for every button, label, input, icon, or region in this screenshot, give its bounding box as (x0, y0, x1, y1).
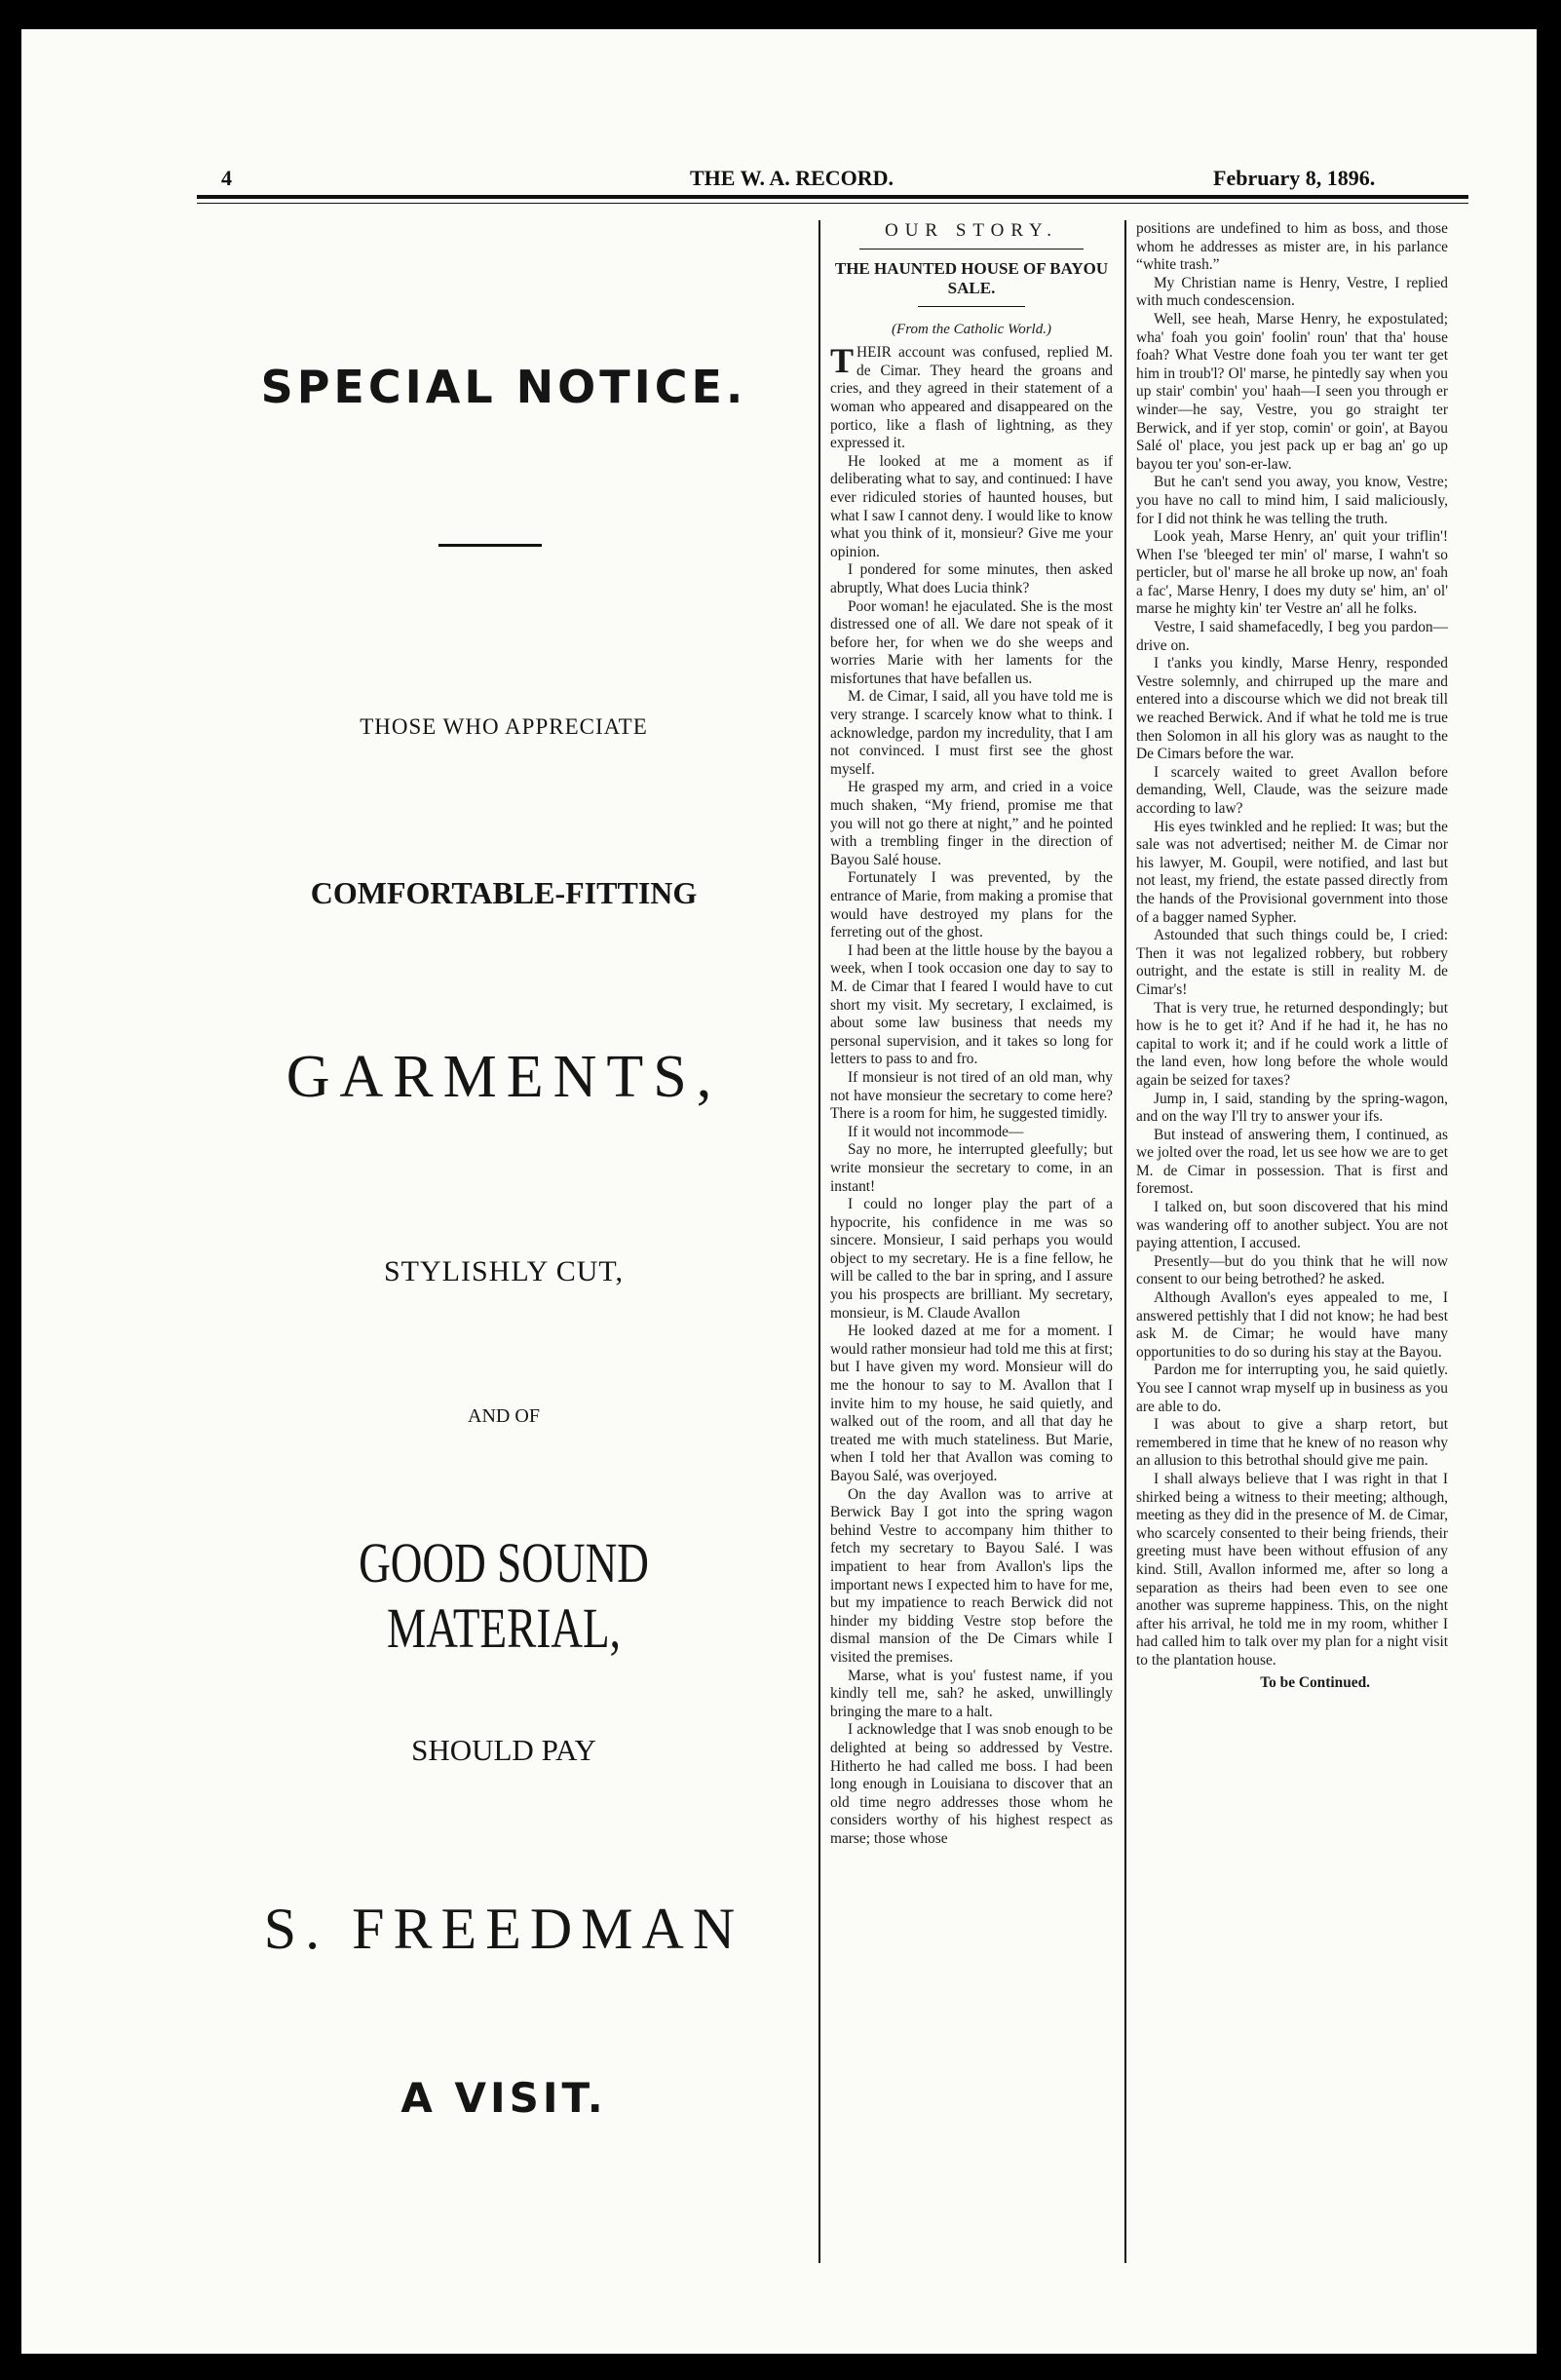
story-paragraph: Fortunately I was prevented, by the entrance of Marie, from making a promise that would have destroyed my plans for the ferreting out of the ghost. (830, 869, 1113, 941)
newspaper-page (21, 29, 1537, 2354)
story-paragraph: I scarcely waited to greet Avallon before demanding, Well, Claude, was the seizure made according to law? (1136, 763, 1448, 817)
ad-line-garments: GARMENTS, (286, 1044, 722, 1110)
story-paragraph: He looked at me a moment as if deliberating what to say, and continued: I have ever ridiculed stories of haunted houses, but what I saw I cannot deny. I would like to know what you think of it, monsieur? Give me your opinion. (830, 452, 1113, 560)
ad-heading: SPECIAL NOTICE. (260, 361, 747, 413)
story-column-1 (830, 220, 1113, 1848)
story-paragraph: But he can't send you away, you know, Vestre; you have no call to mind him, I said maliciously, for I did not think he was telling the truth. (1136, 474, 1448, 527)
story-source: (From the Catholic World.) (892, 321, 1051, 337)
column-rule-left (819, 220, 820, 2263)
story-paragraph: I t'anks you kindly, Marse Henry, responded Vestre solemnly, and chirruped up the mare and entered into a discourse which we did not break till we reached Berwick. And if what he told me is true then Solomon in all his glory was as naught to the De Cimars before the war. (1136, 655, 1448, 763)
ad-divider (438, 544, 542, 547)
story-paragraph: Although Avallon's eyes appealed to me, I answered pettishly that I did not know; he had best ask M. de Cimar; he would have many opportunities to do so during his stay at the Bayou. (1136, 1289, 1448, 1361)
story-paragraph: My Christian name is Henry, Vestre, I replied with much condescension. (1136, 274, 1448, 310)
ad-line-and-of: AND OF (468, 1405, 540, 1427)
story-paragraph: If it would not incommode— (848, 1123, 1024, 1140)
ad-line-should-pay: SHOULD PAY (411, 1733, 596, 1767)
story-paragraph: Vestre, I said shamefacedly, I beg you pardon—drive on. (1136, 619, 1448, 654)
story-paragraph: I had been at the little house by the bayou a week, when I took occasion one day to say to M. de Cimar that I feared I would have to cut short my visit. My secretary, I exclaimed, is about some law business that needs my personal supervision, and it takes so long for letters to pass to and fro. (830, 941, 1113, 1068)
issue-date: February 8, 1896. (1213, 166, 1376, 190)
ad-line-good-sound: GOOD SOUND MATERIAL, (359, 1531, 649, 1660)
column-1-paragraphs (830, 453, 1113, 1849)
ad-line-comfortable: COMFORTABLE-FITTING (310, 875, 698, 910)
story-paragraph: I was about to give a sharp retort, but remembered in time that he knew of no reason why an allusion to this betrothal should give me pain. (1136, 1416, 1448, 1470)
story-paragraph: I pondered for some minutes, then asked abruptly, What does Lucia think? (830, 561, 1113, 596)
story-paragraph: Jump in, I said, standing by the spring-wagon, and on the way I'll try to answer your ifs. (1136, 1090, 1448, 1126)
ad-line-visit: A VISIT. (400, 2074, 607, 2122)
story-paragraph: On the day Avallon was to arrive at Berwick Bay I got into the spring wagon behind Vestre to accompany him thither to fetch my secretary to Bayou Salé. I was impatient to hear from Avallon's lips the important news I expected him to have for me, but my impatience to reach Berwick did not hinder my bidding Vestre stop before the dismal mansion of the De Cimars while I visited the premises. (830, 1485, 1113, 1666)
story-column-2 (1136, 220, 1448, 1692)
story-paragraph: Say no more, he interrupted gleefully; but write monsieur the secretary to come, in an instant! (830, 1141, 1113, 1195)
story-paragraph: He grasped my arm, and cried in a voice much shaken, “My friend, promise me that you will not go there at night,” and he pointed with a trembling finger in the direction of Bayou Salé house. (830, 779, 1113, 868)
opening-paragraph: THEIR account was confused, replied M. de Cimar. They heard the groans and cries, and they agreed in their statement of a woman who appeared and disappeared on the portico, like a flash of lightning, as they expressed it. (830, 341, 1113, 452)
header-rule-thin (197, 203, 1468, 204)
ad-line-freedman: S. FREEDMAN (263, 1897, 744, 1961)
story-paragraph: I shall always believe that I was right in that I shirked being a witness to their meeting; although, meeting as they did in the presence of M. de Cimar, who scarcely consented to their being friends, their greeting must have been without effusion of any kind. Still, Avallon informed me, after so long a separation as theirs had been even to see one another was supreme happiness. This, on the night after his arrival, he told me in my room, whither I had called him to talk over my plan for a night visit to the plantation house. (1136, 1470, 1448, 1669)
publication-title: THE W. A. RECORD. (690, 166, 895, 190)
ad-line-appreciate: THOSE WHO APPRECIATE (360, 714, 648, 739)
story-title: THE HAUNTED HOUSE OF BAYOU SALE. (834, 258, 1109, 297)
story-paragraph: M. de Cimar, I said, all you have told me is very strange. I scarcely know what to think. I acknowledge, pardon my incredulity, that I am not convinced. I must first see the ghost myself. (830, 688, 1113, 778)
page-number: 4 (221, 166, 232, 190)
source-name: Catholic World (953, 321, 1044, 337)
header-rule (197, 195, 1468, 199)
story-paragraph: If monsieur is not tired of an old man, why not have monsieur the secretary to come here? There is a room for him, he suggested timidly. (830, 1068, 1113, 1123)
column-rule-middle (1124, 220, 1126, 2263)
story-paragraph: Well, see heah, Marse Henry, he expostulated; wha' foah you goin' foolin' roun' that tha' house foah? What Vestre done foah you ter want ter get him in troub'l? Ol' marse, he pintedly say when you up stair' combin' you' haah—I seen you through er winder—he say, Vestre, you go straight ter Berwick, and if yer stop, comin' or goin', at Bayou Salé ol' place, you jest pack up er bag an' go up bayou ter you' son-er-law. (1136, 310, 1448, 473)
ad-line-stylishly: STYLISHLY CUT, (384, 1255, 624, 1287)
story-paragraph: I could no longer play the part of a hypocrite, his confidence in me was so sincere. Monsieur, I said perhaps you would object to my secretary. He is a fine fellow, he will be called to the bar in spring, and I assure you his prospects are brilliant. My secretary, monsieur, is M. Claude Avallon (830, 1196, 1113, 1322)
story-paragraph: He looked dazed at me for a moment. I would rather monsieur had told me this at first; but I have given my word. Monsieur will do me the honour to say to M. Avallon that I invite him to my house, he said quietly, and walked out of the room, and all that day he treated me with much stateliness. But Marie, when I told her that Avallon was coming to Bayou Salé, was overjoyed. (830, 1323, 1113, 1484)
story-paragraph: Marse, what is you' fustest name, if you kindly tell me, sah? he asked, unwillingly bringing the mare to a halt. (830, 1667, 1113, 1720)
story-paragraph: But instead of answering them, I continued, as we jolted over the road, let us see how we are to get M. de Cimar in possession. That is first and foremost. (1136, 1126, 1448, 1198)
story-paragraph: Astounded that such things could be, I cried: Then it was not legalized robbery, but robbery outright, and the estate is still in reality M. de Cimar's! (1136, 927, 1448, 998)
continuation-paragraph: positions are undefined to him as boss, and those whom he addresses as mister are, in his parlance “white trash.” (1136, 220, 1448, 274)
drop-cap: T (830, 341, 855, 381)
story-paragraph: His eyes twinkled and he replied: It was; but the sale was not advertised; neither M. de Cimar nor his lawyer, M. Goupil, were notified, and last but not least, my friend, the estate passed directly from the hands of the Provisional government into those of a bagger named Sypher. (1136, 818, 1448, 926)
story-paragraph: I acknowledge that I was snob enough to be delighted at being so addressed by Vestre. Hitherto he had called me boss. I had been long enough in Louisiana to discover that an old time negro addresses those whom he considers worthy of his highest respect as marse; those whose (830, 1721, 1113, 1847)
section-title: OUR STORY. (884, 220, 1059, 241)
to-be-continued: To be Continued. (1260, 1673, 1370, 1691)
title-rule (918, 306, 1025, 307)
story-paragraph: Look yeah, Marse Henry, an' quit your triflin'! When I'se 'bleeged ter min' ol' marse, I wahn't so perticler, but ol' marse he all broke up now, an' foah a fac', Marse Henry, I does my duty se' him, an' ol' marse he mighty kin' ter Vestre an' all he folks. (1136, 528, 1448, 618)
story-paragraph: That is very true, he returned despondingly; but how is he to get it? And if he had it, he has no capital to work it; and if he could work a little of the land even, how long before the whole would again be seized for taxes? (1136, 999, 1448, 1089)
column-2-paragraphs (1136, 275, 1448, 1670)
story-paragraph: Poor woman! he ejaculated. She is the most distressed one of all. We dare not speak of it before her, for when we do she weeps and worries Marie with her laments for the misfortunes that have befallen us. (830, 597, 1113, 687)
section-rule (859, 249, 1084, 250)
story-paragraph: Presently—but do you think that he will now consent to our being betrothed? he asked. (1136, 1252, 1448, 1288)
story-paragraph: I talked on, but soon discovered that his mind was wandering off to another subject. You are not paying attention, I accused. (1136, 1199, 1448, 1252)
story-paragraph: Pardon me for interrupting you, he said quietly. You see I cannot wrap myself up in business as you are able to do. (1136, 1362, 1448, 1415)
